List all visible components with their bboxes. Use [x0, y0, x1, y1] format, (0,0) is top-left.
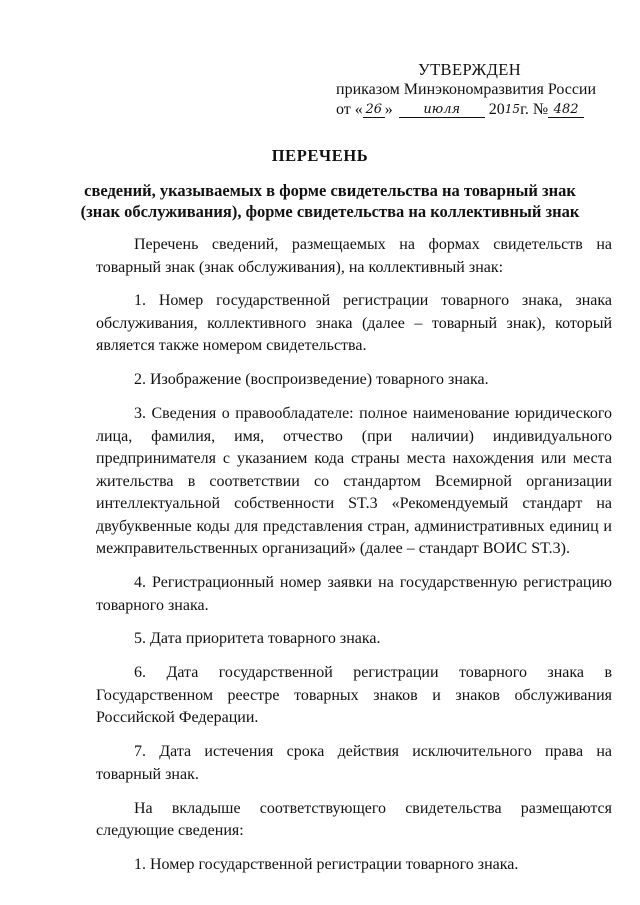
list-item-5: 5. Дата приоритета товарного знака. — [134, 630, 381, 648]
approval-order-line: приказом Минэкономразвития России — [336, 81, 597, 98]
approval-heading: УТВЕРЖДЕН — [418, 60, 522, 79]
list-item-3: 3. Сведения о правообладателе: полное наименование юридического лица, фамилия, имя, отчество (при наличии) индивидуального предпринимателя с указанием кода страны места нахождения или места жительства в соответствии со стандартом Всемирной организации интеллектуальной собственности ST.3 «Рекомендуемый стандарт на двубуквенные коды для представления стран, административных единиц и межправительственных организаций» (далее – стандарт ВОИС ST.3). — [96, 405, 612, 558]
handwritten-day: 26 — [363, 103, 385, 118]
list-item-4: 4. Регистрационный номер заявки на государственную регистрацию товарного знака. — [96, 574, 612, 614]
list-item-7: 7. Дата истечения срока действия исключительного права на товарный знак. — [96, 743, 612, 783]
subtitle-line-1: сведений, указываемых в форме свидетельства на товарный знак — [84, 181, 576, 200]
date-prefix: от « — [336, 101, 363, 118]
handwritten-month: июля — [399, 103, 485, 118]
approval-block — [336, 60, 616, 120]
document-subtitle — [60, 180, 600, 222]
document-body — [96, 234, 612, 888]
document-title: ПЕРЕЧЕНЬ — [271, 146, 369, 165]
approval-date-line — [336, 100, 616, 120]
number-prefix: № — [532, 101, 549, 118]
insert-intro-paragraph: На вкладыше соответствующего свидетельства размещаются следующие сведения: — [96, 799, 612, 840]
year-tail: г. — [520, 101, 529, 118]
year-prefix: 20 — [488, 101, 505, 118]
handwritten-number: 482 — [548, 103, 584, 118]
list-item-6: 6. Дата государственной регистрации товарного знака в Государственном реестре товарных знаков и знаков обслуживания Российской Федерации. — [96, 664, 612, 727]
handwritten-year: 15 — [504, 102, 521, 116]
list-item-1: 1. Номер государственной регистрации товарного знака, знака обслуживания, коллективного знака (далее – товарный знак), который является также номером свидетельства. — [96, 292, 612, 355]
date-mid: » — [384, 101, 393, 118]
intro-paragraph: Перечень сведений, размещаемых на формах свидетельств на товарный знак (знак обслуживания), на коллективный знак: — [96, 236, 612, 276]
subtitle-line-2: (знак обслуживания), форме свидетельства на коллективный знак — [80, 202, 580, 221]
list-item-2: 2. Изображение (воспроизведение) товарного знака. — [134, 371, 489, 389]
insert-list-item-1: 1. Номер государственной регистрации товарного знака. — [134, 856, 519, 874]
